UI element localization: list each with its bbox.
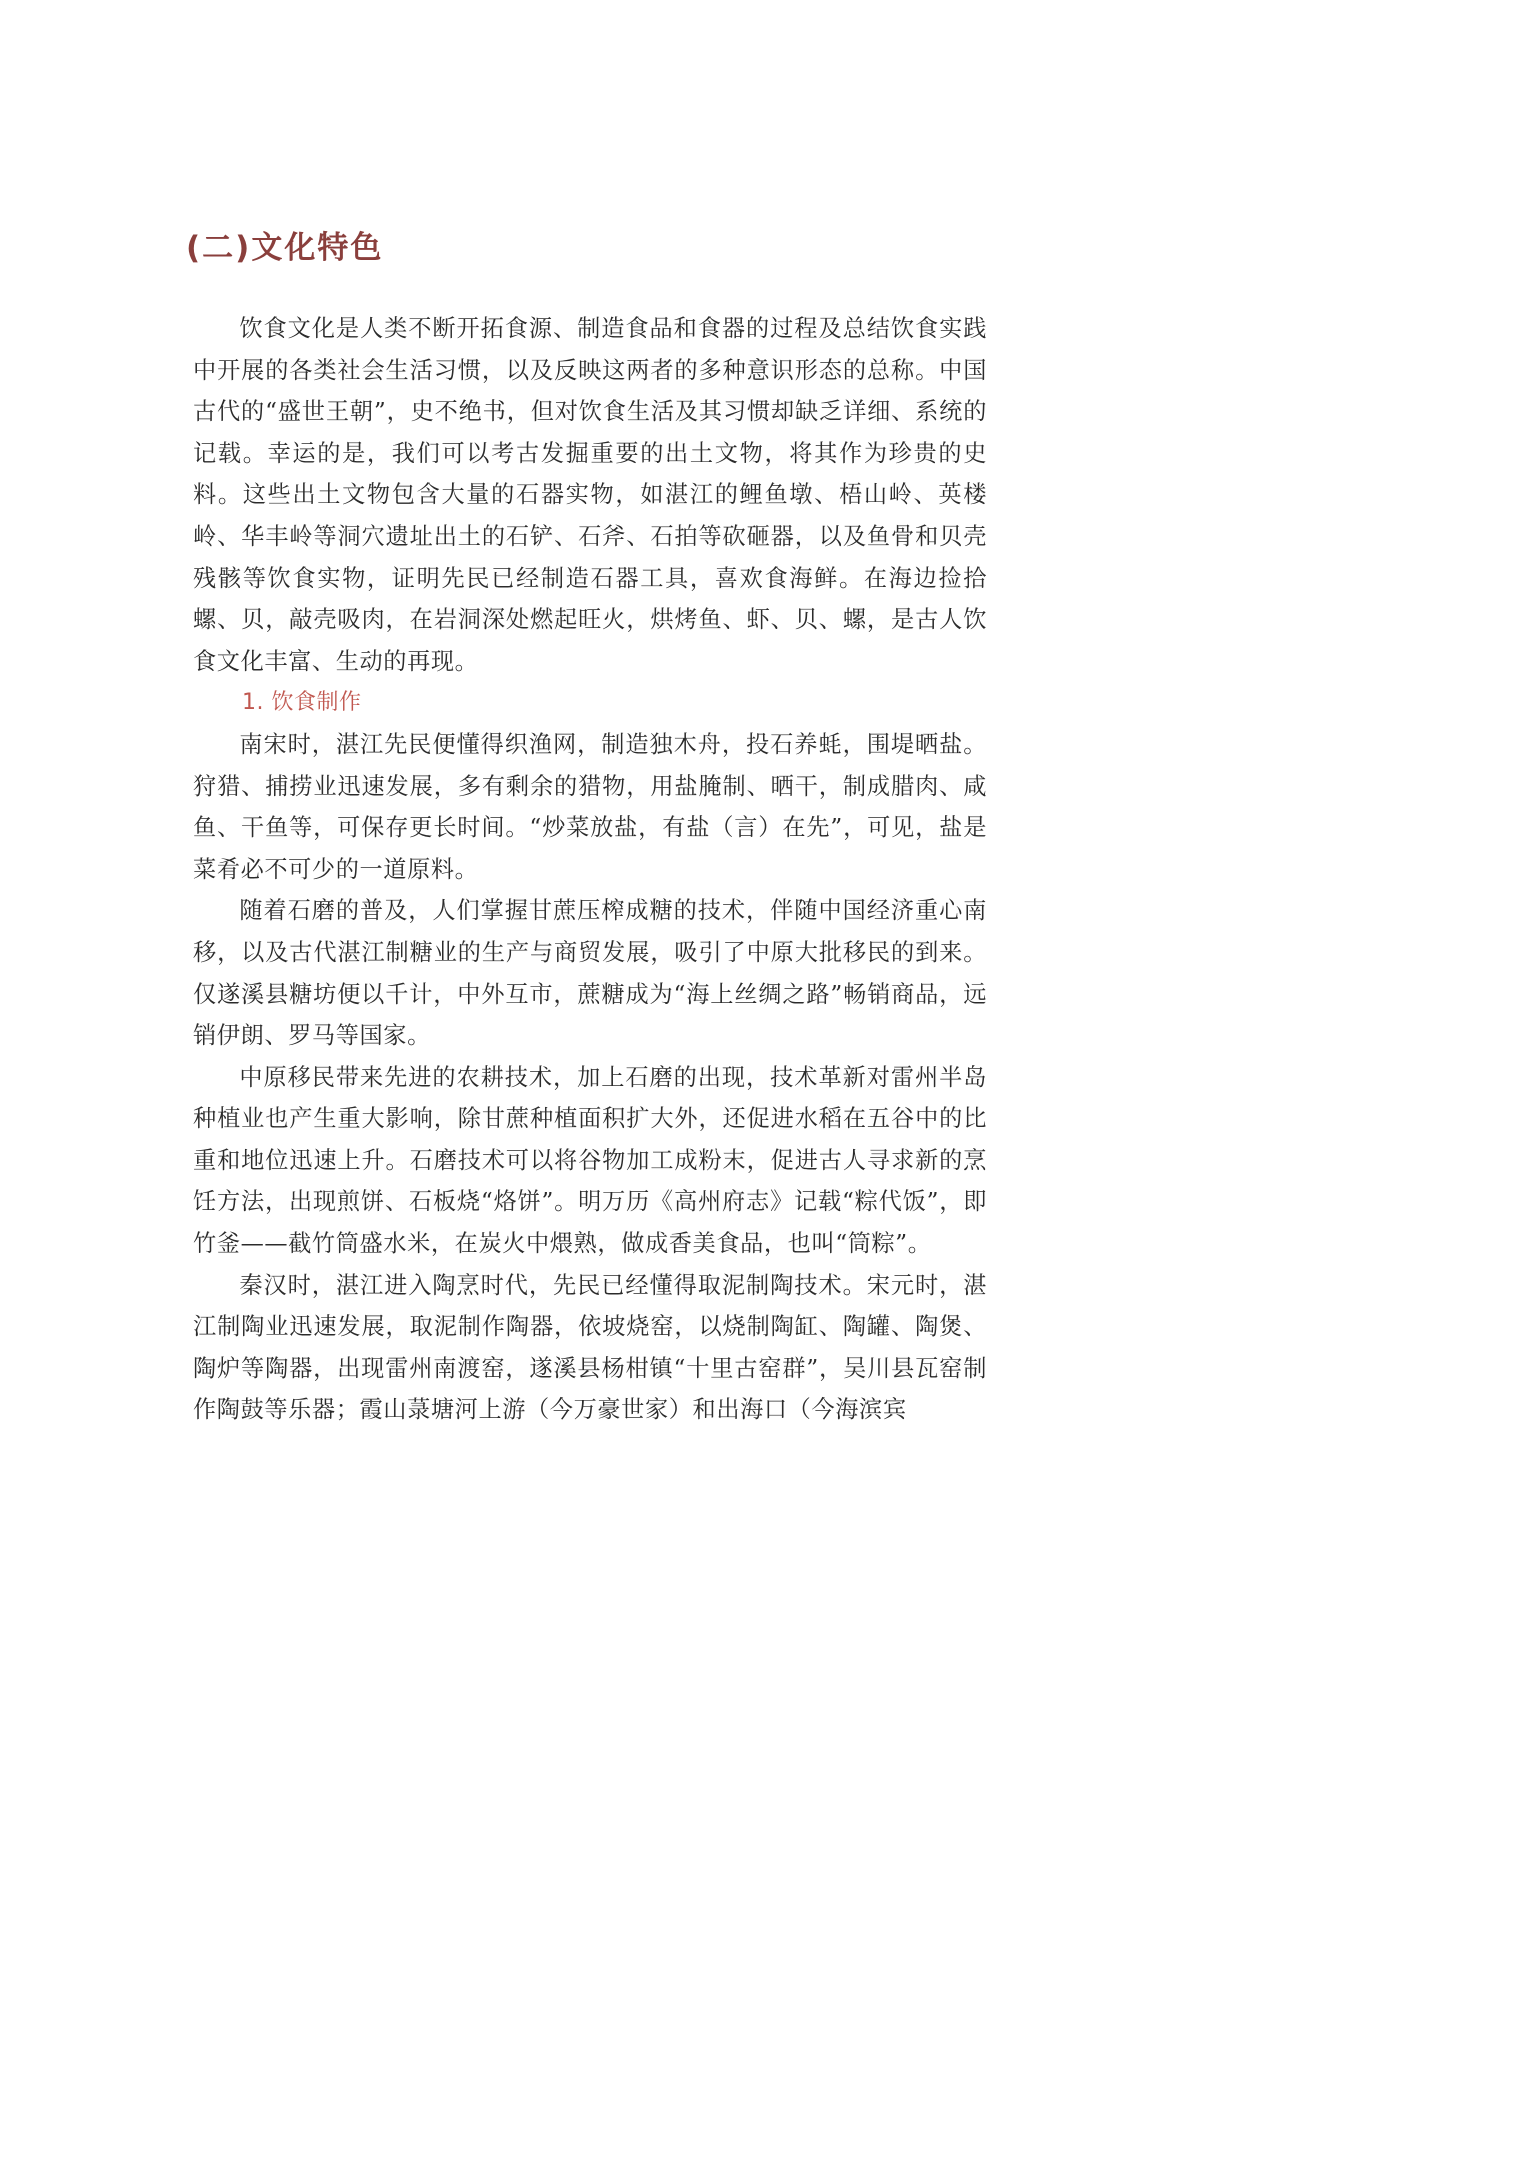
section-heading: (二)文化特色 [186, 230, 384, 266]
paragraph-pottery: 秦汉时，湛江进入陶烹时代，先民已经懂得取泥制陶技术。宋元时，湛江制陶业迅速发展，取泥制作陶器，依坡烧窑，以烧制陶缸、陶罐、陶煲、陶炉等陶器，出现雷州南渡窑，遂溪县杨柑镇“十里古窑群”，吴川县瓦窑制作陶鼓等乐器；霞山菉塘河上游（今万豪世家）和出海口（今海滨宾 [193, 1271, 987, 1424]
paragraph-intro: 饮食文化是人类不断开拓食源、制造食品和食器的过程及总结饮食实践中开展的各类社会生活习惯，以及反映这两者的多种意识形态的总称。中国古代的“盛世王朝”，史不绝书，但对饮食生活及其习惯却缺乏详细、系统的记载。幸运的是，我们可以考古发掘重要的出土文物，将其作为珍贵的史料。这些出土文物包含大量的石器实物，如湛江的鲤鱼墩、梧山岭、英楼岭、华丰岭等洞穴遗址出土的石铲、石斧、石拍等砍砸器，以及鱼骨和贝壳残骸等饮食实物，证明先民已经制造石器工具，喜欢食海鲜。在海边捡拾螺、贝，敲壳吸肉，在岩洞深处燃起旺火，烘烤鱼、虾、贝、螺，是古人饮食文化丰富、生动的再现。 [193, 315, 987, 675]
paragraph-sugar: 随着石磨的普及，人们掌握甘蔗压榨成糖的技术，伴随中国经济重心南移，以及古代湛江制糖业的生产与商贸发展，吸引了中原大批移民的到来。仅遂溪县糖坊便以千计，中外互市，蔗糖成为“海上丝绸之路”畅销商品，远销伊朗、罗马等国家。 [193, 897, 987, 1050]
subsection-heading: 1. 饮食制作 [242, 690, 362, 716]
body-text [193, 308, 987, 1431]
paragraph-farming: 中原移民带来先进的农耕技术，加上石磨的出现，技术革新对雷州半岛种植业也产生重大影响，除甘蔗种植面积扩大外，还促进水稻在五谷中的比重和地位迅速上升。石磨技术可以将谷物加工成粉末，促进古人寻求新的烹饪方法，出现煎饼、石板烧“烙饼”。明万历《高州府志》记载“粽代饭”，即竹釜——截竹筒盛水米，在炭火中煨熟，做成香美食品，也叫“筒粽”。 [193, 1063, 987, 1258]
paragraph-salt: 南宋时，湛江先民便懂得织渔网，制造独木舟，投石养蚝，围堤晒盐。狩猎、捕捞业迅速发展，多有剩余的猎物，用盐腌制、晒干，制成腊肉、咸鱼、干鱼等，可保存更长时间。“炒菜放盐，有盐（言）在先”，可见，盐是菜肴必不可少的一道原料。 [193, 730, 987, 883]
